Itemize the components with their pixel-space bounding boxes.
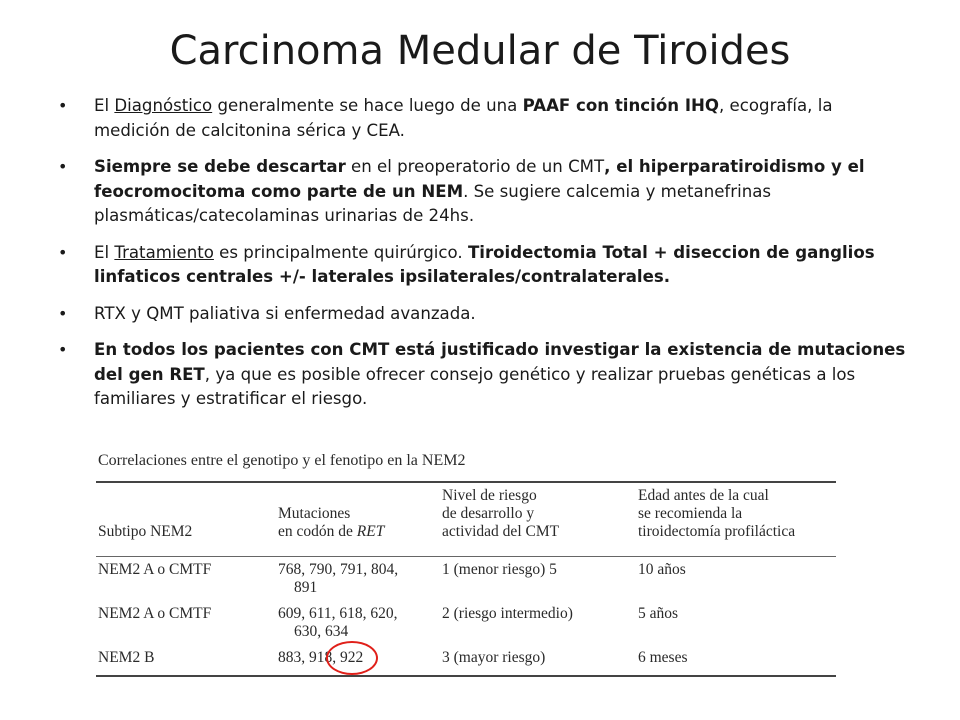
bullet-text-bold: PAAF con tinción IHQ bbox=[522, 96, 719, 115]
bullet-ret bbox=[58, 338, 913, 412]
bullet-icon: • bbox=[58, 242, 68, 262]
cell-mutaciones bbox=[278, 605, 398, 641]
header-subtipo: Subtipo NEM2 bbox=[98, 523, 193, 540]
table-row bbox=[96, 601, 836, 645]
bullet-text: El bbox=[94, 96, 115, 115]
header-edad-line1: Edad antes de la cual bbox=[638, 487, 769, 504]
bullet-text: generalmente se hace luego de una bbox=[212, 96, 523, 115]
nem2-correlation-table bbox=[96, 452, 836, 677]
bullet-icon: • bbox=[58, 340, 68, 359]
cell-subtipo: NEM2 B bbox=[98, 649, 155, 666]
header-nivel-line2: de desarrollo y bbox=[442, 505, 535, 522]
cell-edad: 10 años bbox=[638, 561, 686, 578]
header-nivel-line1: Nivel de riesgo bbox=[442, 487, 537, 504]
cell-mutaciones-line2: 630, 634 bbox=[294, 623, 349, 640]
header-edad-line3: tiroidectomía profiláctica bbox=[638, 523, 796, 540]
table-header-row bbox=[96, 483, 836, 556]
cell-edad: 5 años bbox=[638, 605, 679, 622]
bullet-text-underlined: Tratamiento bbox=[114, 242, 214, 262]
header-mutaciones-text: en codón de bbox=[278, 523, 357, 540]
bullet-text-bold: Tiroidectomia Total + diseccion de ganglios linfaticos centrales +/- laterales ipsilaterales/contralaterales. bbox=[94, 242, 875, 286]
bullet-text-bold: , el hiperparatiroidismo y el feocromocitoma como parte de un NEM bbox=[94, 157, 865, 201]
cell-nivel: 2 (riesgo intermedio) bbox=[442, 605, 573, 622]
bullet-list bbox=[58, 94, 913, 424]
highlight-circle-634 bbox=[326, 641, 378, 675]
header-mutaciones-italic: RET bbox=[356, 523, 385, 540]
table-bottom-rule bbox=[96, 675, 836, 677]
header-mutaciones-line2 bbox=[278, 523, 384, 541]
bullet-text: en el preoperatorio de un CMT bbox=[345, 157, 605, 176]
cell-subtipo: NEM2 A o CMTF bbox=[98, 561, 212, 578]
cell-mutaciones bbox=[278, 561, 398, 597]
bullet-icon: • bbox=[58, 96, 68, 115]
table-caption: Correlaciones entre el genotipo y el fenotipo en la NEM2 bbox=[98, 452, 466, 469]
bullet-descartar bbox=[58, 155, 913, 229]
cell-mutaciones-line1: 883, 918, 922 bbox=[278, 649, 364, 666]
cell-nivel: 3 (mayor riesgo) bbox=[442, 649, 546, 666]
bullet-icon: • bbox=[58, 303, 68, 323]
cell-subtipo: NEM2 A o CMTF bbox=[98, 605, 212, 622]
cell-mutaciones-line2: 891 bbox=[294, 579, 318, 596]
cell-mutaciones-line1: 609, 611, 618, 620, bbox=[278, 605, 398, 622]
bullet-rtx bbox=[58, 302, 913, 327]
header-nivel bbox=[442, 487, 559, 541]
cell-mutaciones-line1: 768, 790, 791, 804, bbox=[278, 561, 399, 578]
bullet-text: . Se sugiere calcemia y metanefrinas plasmáticas/catecolaminas urinarias de 24hs. bbox=[94, 181, 772, 225]
bullet-icon: • bbox=[58, 157, 68, 176]
slide-title: Carcinoma Medular de Tiroides bbox=[169, 28, 791, 74]
bullet-text: , ya que es posible ofrecer consejo genético y realizar pruebas genéticas a los familiares y estratificar el riesgo. bbox=[94, 364, 856, 408]
header-edad bbox=[638, 487, 795, 541]
bullet-text-bold: En todos los pacientes con CMT está justificado investigar la existencia de mutaciones del gen RET bbox=[94, 340, 906, 384]
bullet-diagnostico bbox=[58, 94, 913, 143]
table-row bbox=[96, 645, 836, 675]
bullet-text-bold: Siempre se debe descartar bbox=[94, 157, 346, 176]
header-nivel-line3: actividad del CMT bbox=[442, 523, 560, 540]
bullet-text-underlined: Diagnóstico bbox=[114, 96, 213, 115]
header-edad-line2: se recomienda la bbox=[638, 505, 743, 522]
cell-nivel: 1 (menor riesgo) 5 bbox=[442, 561, 557, 578]
table-row bbox=[96, 557, 836, 601]
bullet-tratamiento bbox=[58, 241, 913, 290]
bullet-text: El bbox=[94, 242, 115, 262]
header-mutaciones-line1: Mutaciones bbox=[278, 505, 351, 522]
cell-edad: 6 meses bbox=[638, 649, 688, 666]
bullet-text: RTX y QMT paliativa si enfermedad avanzada. bbox=[94, 303, 476, 323]
bullet-text: , ecografía, la medición de calcitonina sérica y CEA. bbox=[94, 96, 833, 140]
bullet-text: es principalmente quirúrgico. bbox=[213, 242, 468, 262]
header-mutaciones bbox=[278, 505, 384, 541]
